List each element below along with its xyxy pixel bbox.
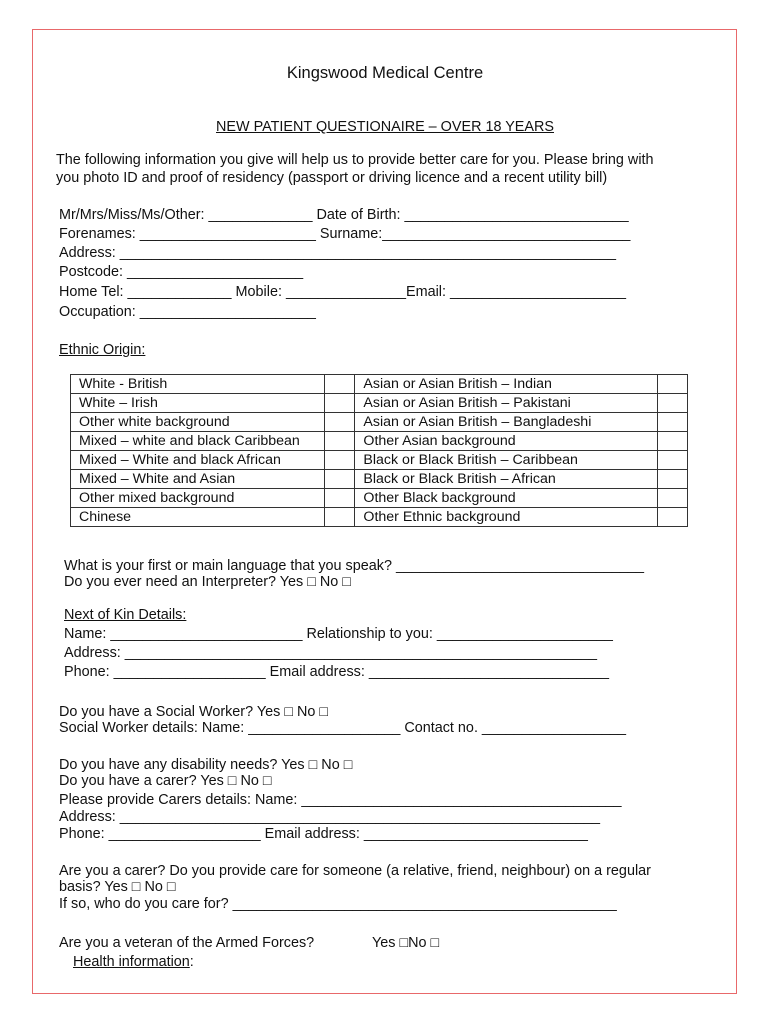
next-of-kin-heading: Next of Kin Details: bbox=[64, 607, 187, 623]
forenames-surname-field[interactable]: Forenames: ______________________ Surname:_______________________________ bbox=[59, 226, 631, 242]
ethnic-option-label: Mixed – White and Asian bbox=[71, 470, 325, 489]
ethnic-option-label: Other Asian background bbox=[355, 432, 657, 451]
social-worker-details-field[interactable]: Social Worker details: Name: ___________________ Contact no. __________________ bbox=[59, 720, 626, 736]
ethnic-origin-row bbox=[71, 451, 688, 470]
is-carer-question-line-2[interactable]: basis? Yes □ No □ bbox=[59, 879, 176, 895]
next-of-kin-name-field[interactable]: Name: ________________________ Relationship to you: ______________________ bbox=[64, 626, 613, 642]
ethnic-origin-row bbox=[71, 508, 688, 527]
social-worker-question[interactable]: Do you have a Social Worker? Yes □ No □ bbox=[59, 704, 329, 720]
health-information-heading: Health information: bbox=[73, 954, 194, 970]
ethnic-option-checkbox[interactable] bbox=[657, 375, 687, 394]
veteran-question: Are you a veteran of the Armed Forces? bbox=[59, 935, 315, 951]
ethnic-option-checkbox[interactable] bbox=[657, 394, 687, 413]
ethnic-option-label: White – Irish bbox=[71, 394, 325, 413]
ethnic-option-label: Mixed – white and black Caribbean bbox=[71, 432, 325, 451]
intro-text-line-2: you photo ID and proof of residency (passport or driving licence and a recent utility bill) bbox=[56, 170, 608, 186]
form-title: NEW PATIENT QUESTIONAIRE – OVER 18 YEARS bbox=[216, 119, 554, 135]
carer-address-field[interactable]: Address: ____________________________________________________________ bbox=[59, 809, 600, 825]
ethnic-origin-row bbox=[71, 470, 688, 489]
ethnic-option-label: Other mixed background bbox=[71, 489, 325, 508]
ethnic-option-label: Other white background bbox=[71, 413, 325, 432]
disability-question[interactable]: Do you have any disability needs? Yes □ No □ bbox=[59, 757, 353, 773]
ethnic-origin-row bbox=[71, 432, 688, 451]
ethnic-origin-table bbox=[70, 374, 688, 527]
occupation-field[interactable]: Occupation: ______________________ bbox=[59, 304, 316, 320]
next-of-kin-address-field[interactable]: Address: ___________________________________________________________ bbox=[64, 645, 597, 661]
carer-name-field[interactable]: Please provide Carers details: Name: ________________________________________ bbox=[59, 792, 622, 808]
is-carer-question-line-1: Are you a carer? Do you provide care for someone (a relative, friend, neighbour) on a regular bbox=[59, 863, 651, 879]
carer-phone-field[interactable]: Phone: ___________________ Email address: ____________________________ bbox=[59, 826, 588, 842]
ethnic-option-checkbox[interactable] bbox=[325, 451, 355, 470]
cared-for-field[interactable]: If so, who do you care for? ________________________________________________ bbox=[59, 896, 617, 912]
ethnic-option-label: Chinese bbox=[71, 508, 325, 527]
ethnic-option-checkbox[interactable] bbox=[325, 413, 355, 432]
ethnic-origin-row bbox=[71, 394, 688, 413]
has-carer-question[interactable]: Do you have a carer? Yes □ No □ bbox=[59, 773, 272, 789]
phone-email-field[interactable]: Home Tel: _____________ Mobile: _______________Email: ______________________ bbox=[59, 284, 627, 300]
address-field[interactable]: Address: ______________________________________________________________ bbox=[59, 245, 616, 261]
title-dob-field[interactable]: Mr/Mrs/Miss/Ms/Other: _____________ Date of Birth: ____________________________ bbox=[59, 207, 629, 223]
postcode-field[interactable]: Postcode: ______________________ bbox=[59, 264, 304, 280]
ethnic-origin-row bbox=[71, 375, 688, 394]
ethnic-origin-heading: Ethnic Origin: bbox=[59, 342, 146, 358]
ethnic-option-label: Black or Black British – Caribbean bbox=[355, 451, 657, 470]
ethnic-origin-row bbox=[71, 489, 688, 508]
ethnic-option-checkbox[interactable] bbox=[657, 451, 687, 470]
intro-text-line-1: The following information you give will help us to provide better care for you. Please bring with bbox=[56, 152, 654, 168]
ethnic-option-label: Asian or Asian British – Indian bbox=[355, 375, 657, 394]
ethnic-option-label: Other Black background bbox=[355, 489, 657, 508]
first-language-field[interactable]: What is your first or main language that you speak? _______________________________ bbox=[64, 558, 645, 574]
next-of-kin-phone-field[interactable]: Phone: ___________________ Email address: ______________________________ bbox=[64, 664, 609, 680]
ethnic-option-label: Other Ethnic background bbox=[355, 508, 657, 527]
ethnic-option-label: Mixed – White and black African bbox=[71, 451, 325, 470]
ethnic-option-checkbox[interactable] bbox=[657, 470, 687, 489]
ethnic-origin-row bbox=[71, 413, 688, 432]
ethnic-option-checkbox[interactable] bbox=[325, 489, 355, 508]
ethnic-option-label: White - British bbox=[71, 375, 325, 394]
ethnic-option-label: Asian or Asian British – Bangladeshi bbox=[355, 413, 657, 432]
interpreter-question[interactable]: Do you ever need an Interpreter? Yes □ No □ bbox=[64, 574, 351, 590]
ethnic-option-label: Asian or Asian British – Pakistani bbox=[355, 394, 657, 413]
ethnic-option-checkbox[interactable] bbox=[325, 432, 355, 451]
health-information-label: Health information bbox=[73, 954, 190, 970]
ethnic-option-checkbox[interactable] bbox=[657, 432, 687, 451]
ethnic-option-checkbox[interactable] bbox=[325, 375, 355, 394]
ethnic-option-checkbox[interactable] bbox=[657, 489, 687, 508]
practice-name: Kingswood Medical Centre bbox=[286, 64, 484, 82]
ethnic-option-checkbox[interactable] bbox=[325, 470, 355, 489]
ethnic-option-checkbox[interactable] bbox=[657, 413, 687, 432]
ethnic-option-label: Black or Black British – African bbox=[355, 470, 657, 489]
ethnic-option-checkbox[interactable] bbox=[657, 508, 687, 527]
veteran-options[interactable]: Yes □No □ bbox=[372, 935, 440, 951]
ethnic-option-checkbox[interactable] bbox=[325, 508, 355, 527]
ethnic-option-checkbox[interactable] bbox=[325, 394, 355, 413]
